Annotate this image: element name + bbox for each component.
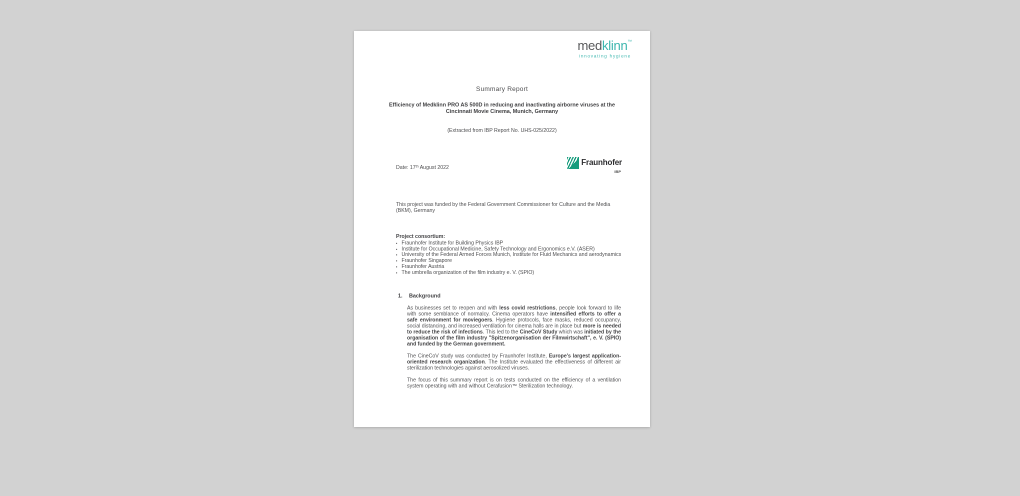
fraunhofer-logo bbox=[567, 157, 622, 174]
project-consortium-section bbox=[396, 234, 631, 276]
logo-part-klinn: klinn bbox=[602, 38, 628, 53]
report-title-line-1: Efficiency of Medklinn PRO AS 500D in reducing and inactivating airborne viruses at the bbox=[389, 102, 615, 108]
consortium-item: ▪ University of the Federal Armed Forces Munich, Institute for Fluid Mechanics and aerodynamics bbox=[396, 252, 631, 258]
date-suffix: August 2022 bbox=[418, 165, 449, 171]
section-heading bbox=[398, 293, 621, 299]
consortium-item: ▪ Fraunhofer Institute for Building Physics IBP bbox=[396, 241, 631, 247]
body-paragraph: The CineCoV study was conducted by Fraunhofer Institute, Europe's largest application-oriented research organization. The Institute evaluated the effectiveness of different air sterilization technologies against aerosolized viruses. bbox=[407, 353, 621, 371]
funding-note: This project was funded by the Federal Government Commissioner for Culture and the Media (BKM), Germany bbox=[396, 202, 611, 214]
report-title-line-2: Cincinnati Movie Cinema, Munich, Germany bbox=[445, 108, 559, 115]
body-paragraph: As businesses set to reopen and with less covid restrictions, people look forward to life with some semblance of normalcy. Cinema operators have intensified efforts to offer a safe environment for moviegoers. Hygiene protocols, face masks, reduced occupancy, social distancing, and increased ventilation for cinema halls are in place but more is needed to reduce the risk of infections. This led to the CineCoV Study which was initiated by the organisation of the film industry "Spitzenorganisation der Filmwirtschaft", e. V. (SPIO) and funded by the German government. bbox=[407, 305, 621, 347]
report-title bbox=[374, 102, 630, 115]
trademark-symbol: ™ bbox=[627, 39, 632, 44]
consortium-item: ▪ The umbrella organization of the film industry e. V. (SPIO) bbox=[396, 270, 631, 276]
fraunhofer-wordmark: Fraunhofer bbox=[581, 158, 622, 167]
date-ordinal: th bbox=[415, 165, 419, 169]
medklinn-wordmark bbox=[577, 39, 632, 52]
document-page bbox=[354, 31, 650, 427]
body-paragraph: The focus of this summary report is on tests conducted on the efficiency of a ventilation system operating with and without Cerafusion™ Sterilization technology. bbox=[407, 377, 621, 389]
fraunhofer-unit-label: IBP bbox=[614, 169, 621, 174]
logo-part-med: med bbox=[577, 38, 603, 53]
section-body bbox=[407, 306, 621, 390]
consortium-item: ▪ Institute for Occupational Medicine, Safety Technology and Ergonomics e.V. (ASER) bbox=[396, 246, 631, 252]
consortium-item: ▪ Fraunhofer Singapore bbox=[396, 258, 631, 264]
fraunhofer-stripes-icon bbox=[567, 157, 579, 169]
brand-tagline: innovating hygiene bbox=[579, 53, 631, 59]
document-type-heading: Summary Report bbox=[476, 85, 528, 93]
consortium-heading: Project consortium: bbox=[396, 234, 446, 240]
date-prefix: Date: 17 bbox=[396, 165, 416, 171]
medklinn-logo bbox=[577, 39, 632, 59]
report-date bbox=[396, 165, 449, 171]
section-heading-label: Background bbox=[409, 293, 441, 299]
consortium-list bbox=[396, 241, 631, 276]
background-section bbox=[398, 293, 621, 396]
section-number: 1. bbox=[398, 293, 403, 299]
report-subtitle: (Extracted from IBP Report No. UHS-025/2022) bbox=[447, 128, 557, 134]
consortium-item: ▪ Fraunhofer Austria bbox=[396, 264, 631, 270]
